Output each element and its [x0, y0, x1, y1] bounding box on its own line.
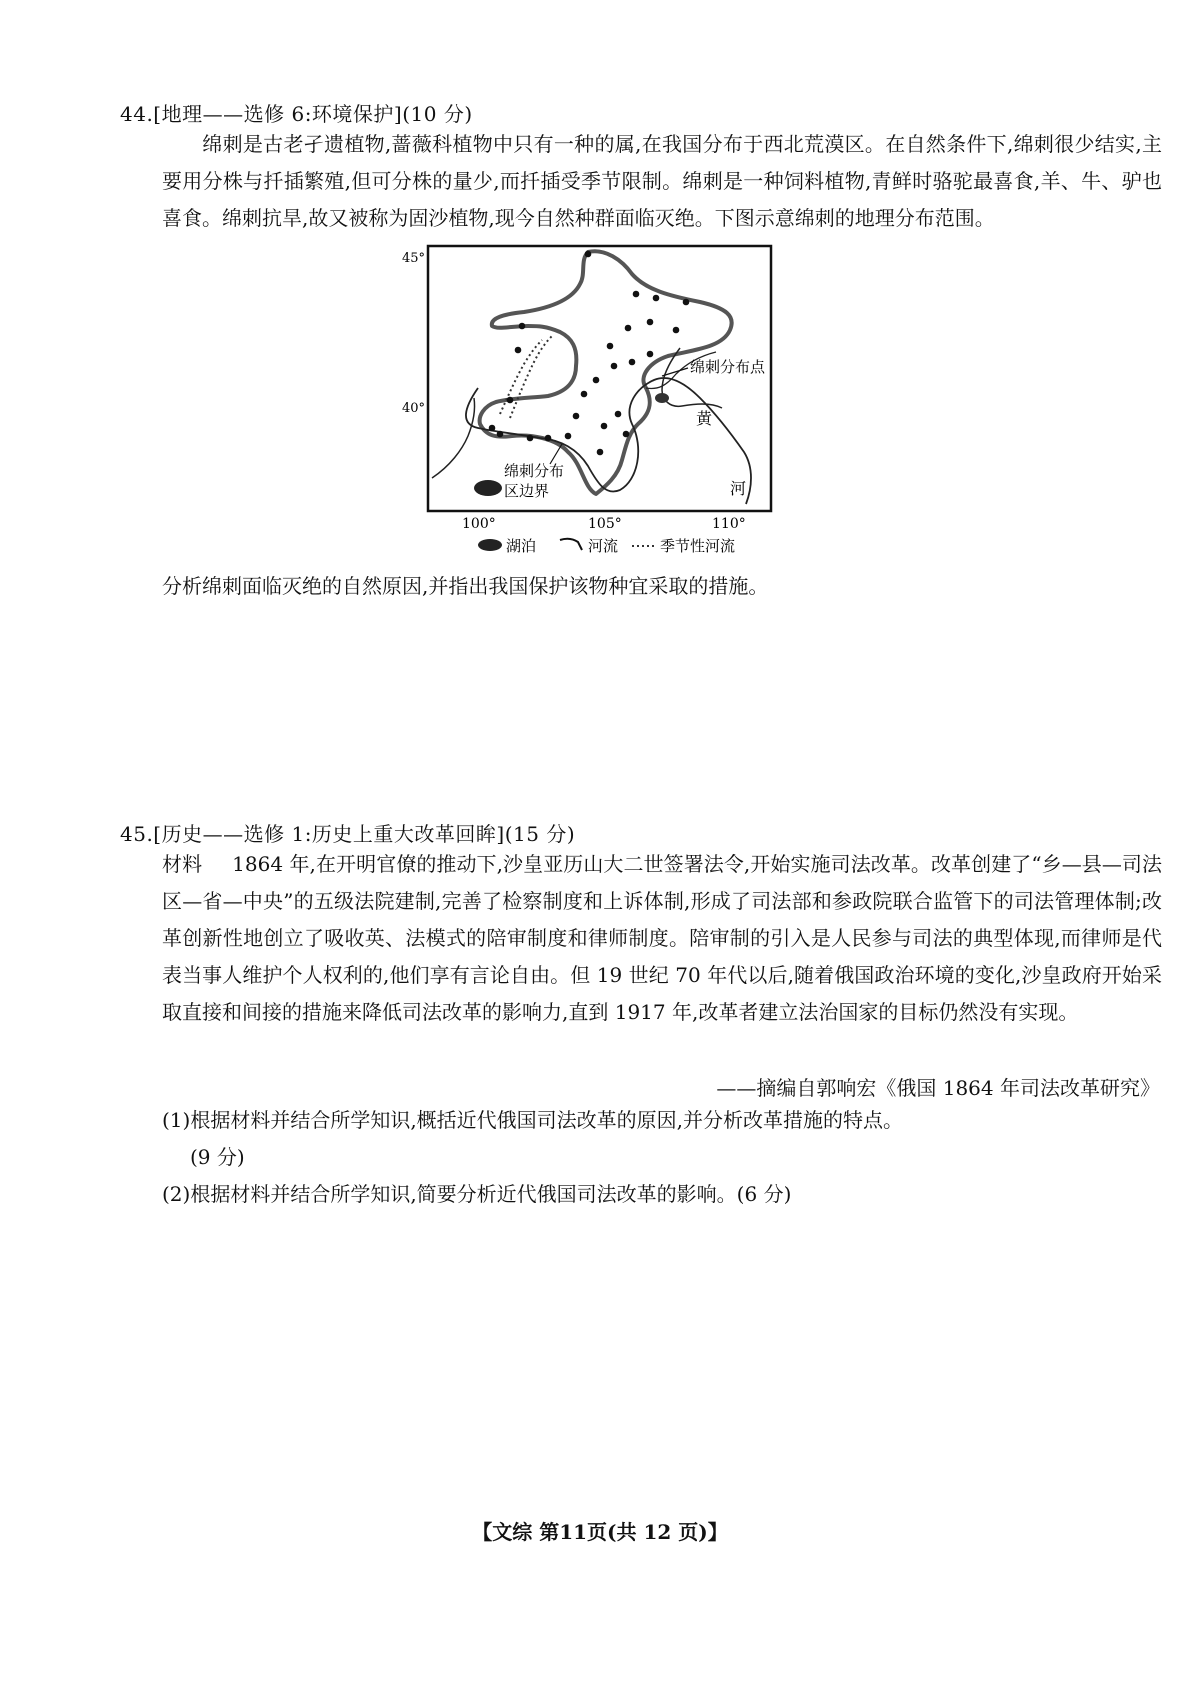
q44-paragraph: [162, 126, 1162, 237]
lon-label-100: 100°: [462, 516, 496, 532]
q45-source: ——摘编自郭响宏《俄国 1864 年司法改革研究》: [716, 1076, 1160, 1100]
river-west: [432, 398, 475, 478]
q45-material-text: 1864 年,在开明官僚的推动下,沙皇亚历山大二世签署法令,开始实施司法改革。改革创建了“乡—县—司法区—省—中央”的五级法院建制,完善了检察制度和上诉体制,形成了司法部和参政院联合监管下的司法管理体制;改革创新性地创立了吸收英、法模式的陪审制度和律师制度。陪审制的引入是人民参与司法的典型体现,而律师是代表当事人维护个人权利的,他们享有言论自由。但 19 世纪 70 年代以后,随着俄国政治环境的变化,沙皇政府开始采取直接和间接的措施来降低司法改革的影响力,直到 1917 年,改革者建立法治国家的目标仍然没有实现。: [162, 852, 1163, 1024]
q45-material-label: 材料: [162, 852, 203, 876]
label-distribution-points: 绵刺分布点: [690, 358, 766, 376]
map-legend: [478, 537, 735, 555]
page-footer: 【文综 第11页(共 12 页)】: [472, 1520, 728, 1544]
q45-material: [162, 846, 1162, 1031]
legend-lake-icon: [478, 539, 502, 551]
q44-header: 44.[地理——选修 6:环境保护](10 分): [120, 102, 473, 126]
label-yellow-river-1: 黄: [696, 409, 713, 428]
q45-subquestion-1-score: (9 分): [190, 1145, 245, 1169]
lake-2: [655, 393, 669, 403]
pointer-boundary: [550, 444, 562, 464]
legend-seasonal-river-label: 季节性河流: [660, 537, 736, 555]
label-boundary-line1: 绵刺分布: [504, 462, 565, 480]
legend-river-label: 河流: [588, 537, 619, 555]
map-frame: [428, 246, 771, 511]
lat-label-45: 45°: [402, 251, 426, 266]
lat-label-40: 40°: [402, 401, 426, 416]
legend-lake-label: 湖泊: [506, 537, 537, 555]
distribution-map: [400, 238, 800, 558]
distribution-points: [489, 251, 690, 456]
q45-header: 45.[历史——选修 1:历史上重大改革回眸](15 分): [120, 822, 576, 846]
label-yellow-river-2: 河: [730, 479, 747, 498]
q45-subquestion-2: (2)根据材料并结合所学知识,简要分析近代俄国司法改革的影响。(6 分): [162, 1182, 792, 1206]
q44-paragraph-text: 绵刺是古老孑遗植物,蔷薇科植物中只有一种的属,在我国分布于西北荒漠区。在自然条件下,绵刺很少结实,主要用分株与扦插繁殖,但可分株的量少,而扦插受季节限制。绵刺是一种饲料植物,青鲜时骆驼最喜食,羊、牛、驴也喜食。绵刺抗旱,故又被称为固沙植物,现今自然种群面临灭绝。下图示意绵刺的地理分布范围。: [162, 132, 1162, 230]
q45-subquestion-1: (1)根据材料并结合所学知识,概括近代俄国司法改革的原因,并分析改革措施的特点。: [162, 1108, 904, 1132]
legend-river-icon: [560, 539, 582, 550]
lon-label-110: 110°: [712, 516, 746, 532]
label-boundary-line2: 区边界: [504, 482, 550, 500]
lon-label-105: 105°: [588, 516, 622, 532]
lake: [474, 480, 502, 496]
q44-question: 分析绵刺面临灭绝的自然原因,并指出我国保护该物种宜采取的措施。: [162, 574, 769, 598]
